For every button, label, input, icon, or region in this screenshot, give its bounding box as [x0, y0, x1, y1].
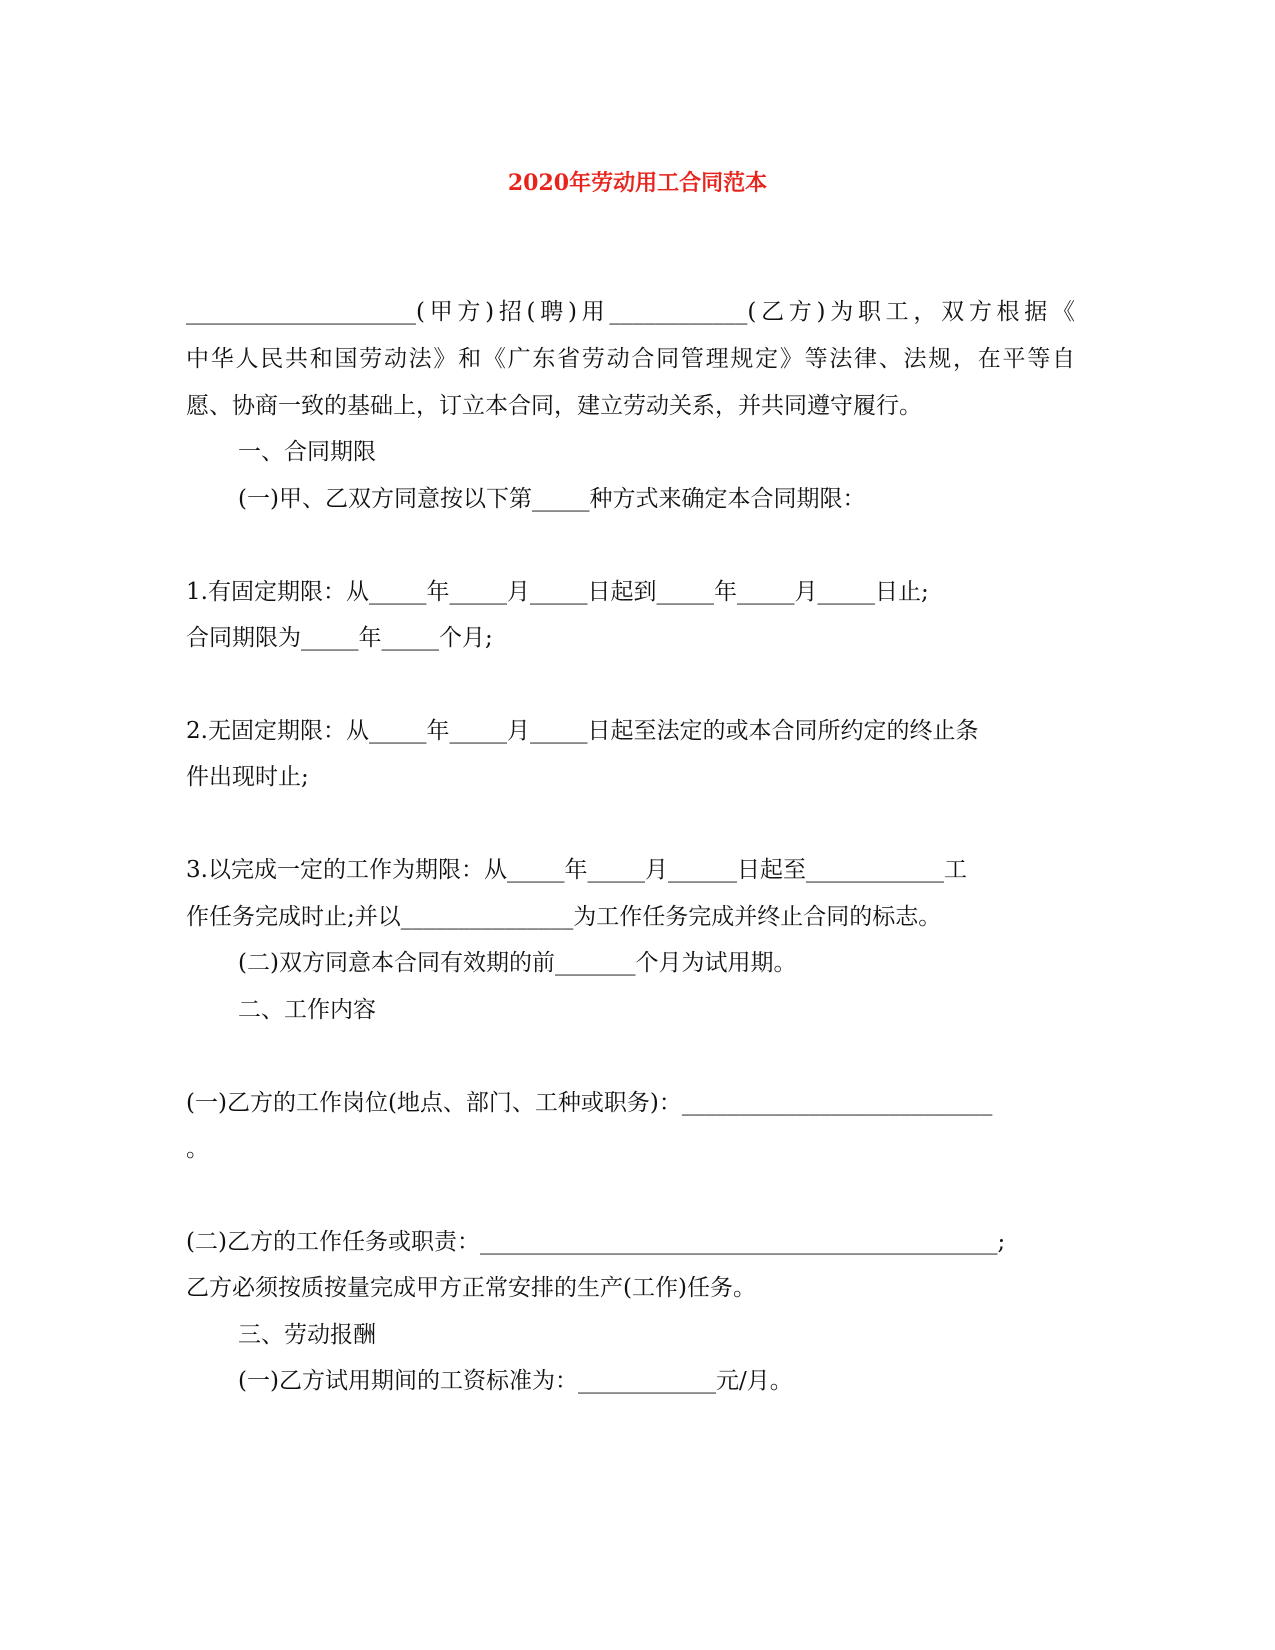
section-heading-remuneration: 三、劳动报酬 — [238, 1322, 376, 1348]
option-fixed-term-line-1: 1.有固定期限：从_____年_____月_____日起到_____年_____月_____日止; — [186, 579, 929, 605]
section-heading-contract-term: 一、合同期限 — [238, 439, 376, 465]
clause-2-2-line-2: 乙方必须按质按量完成甲方正常安排的生产(工作)任务。 — [186, 1275, 756, 1301]
clause-2-1-line-1: (一)乙方的工作岗位(地点、部门、工种或职务)：___________________________ — [186, 1090, 993, 1116]
option-task-term-line-1: 3.以完成一定的工作为期限：从_____年_____月______日起至____________工 — [186, 857, 967, 883]
option-open-term-line-1: 2.无固定期限：从_____年_____月_____日起至法定的或本合同所约定的终止条 — [186, 718, 979, 744]
clause-2-2-line-1: (二)乙方的工作任务或职责：_____________________________________________; — [186, 1229, 1006, 1255]
intro-line-1: ____________________(甲方)招(聘)用____________(乙方)为职工，双方根据《 — [186, 299, 1075, 325]
clause-1-1: (一)甲、乙双方同意按以下第_____种方式来确定本合同期限： — [238, 486, 866, 512]
document-title: 2020年劳动用工合同范本 — [507, 170, 768, 196]
clause-3-1: (一)乙方试用期间的工资标准为：____________元/月。 — [238, 1368, 793, 1394]
clause-1-2-probation: (二)双方同意本合同有效期的前_______个月为试用期。 — [238, 950, 797, 976]
section-heading-work-content: 二、工作内容 — [238, 997, 376, 1023]
clause-2-1-line-2: 。 — [186, 1136, 209, 1162]
intro-line-3: 愿、协商一致的基础上，订立本合同，建立劳动关系，并共同遵守履行。 — [186, 393, 922, 419]
option-fixed-term-line-2: 合同期限为_____年_____个月; — [186, 625, 493, 651]
option-task-term-line-2: 作任务完成时止;并以_______________为工作任务完成并终止合同的标志。 — [186, 904, 942, 930]
intro-line-2: 中华人民共和国劳动法》和《广东省劳动合同管理规定》等法律、法规，在平等自 — [186, 346, 1075, 372]
option-open-term-line-2: 件出现时止; — [186, 764, 309, 790]
